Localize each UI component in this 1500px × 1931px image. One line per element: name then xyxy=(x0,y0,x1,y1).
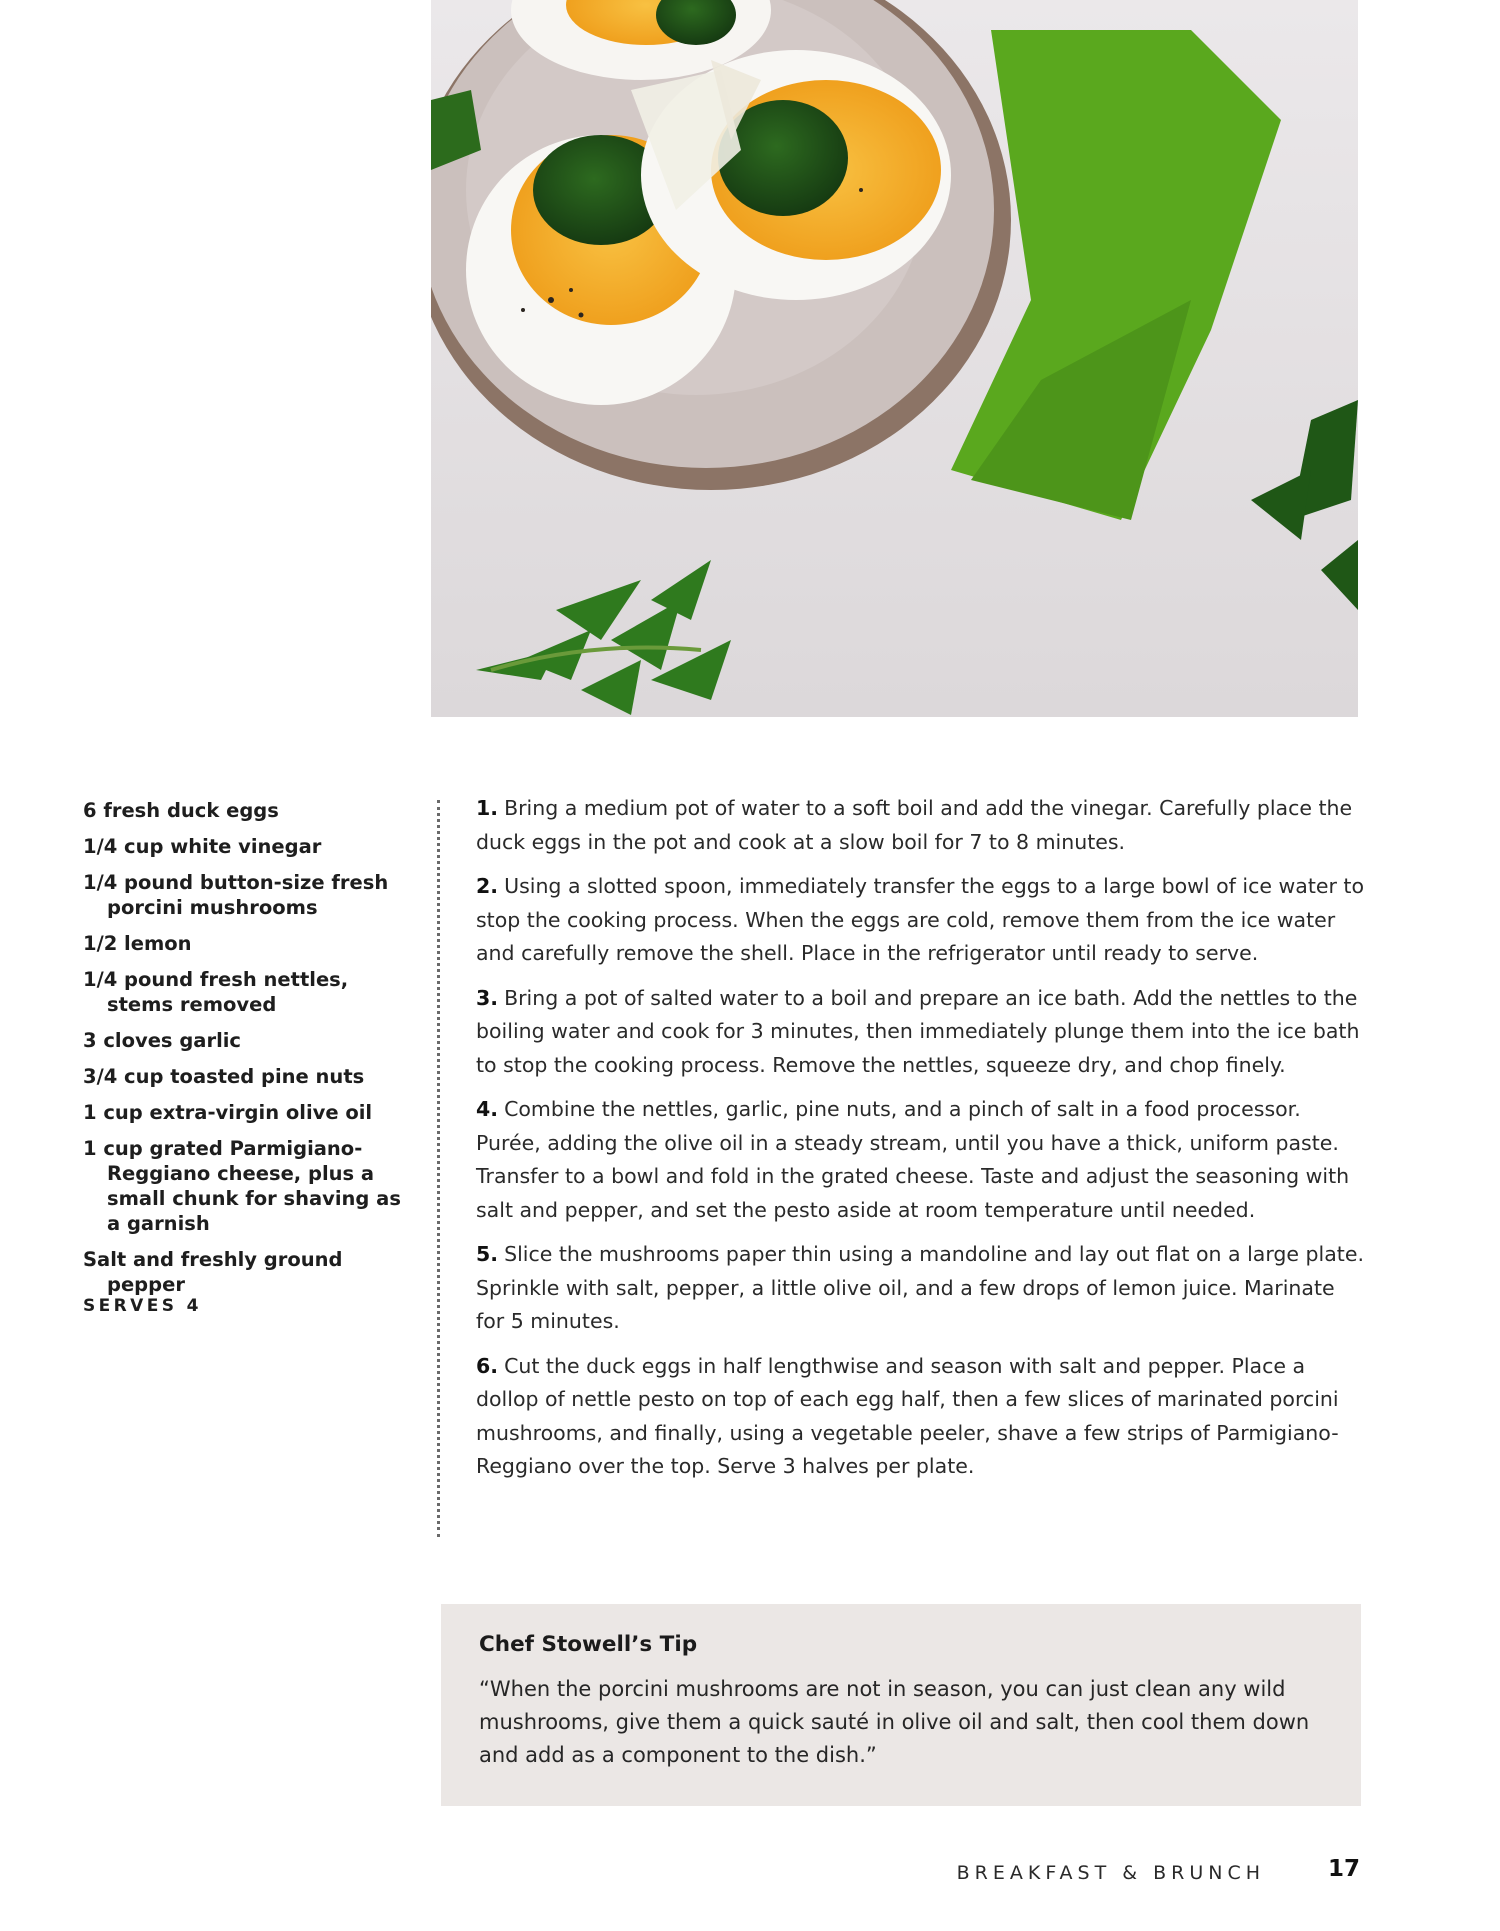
eggs-photo-illustration xyxy=(431,0,1358,717)
method-step xyxy=(476,982,1366,1083)
ingredient-item: 3/4 cup toasted pine nuts xyxy=(83,1065,365,1088)
dotted-divider xyxy=(437,800,440,1537)
chef-tip-box xyxy=(441,1604,1361,1806)
method-step xyxy=(476,1093,1366,1227)
chef-tip-text: “When the porcini mushrooms are not in season, you can just clean any wild mushrooms, give them a quick sauté in olive oil and salt, then cool them down and add as a component to the dish.” xyxy=(479,1677,1310,1767)
ingredient-item: 1 cup extra-virgin olive oil xyxy=(83,1101,373,1124)
step-number: 2. xyxy=(476,874,499,898)
step-text: Slice the mushrooms paper thin using a mandoline and lay out flat on a large plate. Sprinkle with salt, pepper, a little olive oil, and a few drops of lemon juice. Marinate for 5 minutes. xyxy=(476,1242,1364,1333)
step-text: Using a slotted spoon, immediately transfer the eggs to a large bowl of ice water to stop the cooking process. When the eggs are cold, remove them from the ice water and carefully remove the shell. Place in the refrigerator until ready to serve. xyxy=(476,874,1365,965)
step-text: Bring a pot of salted water to a boil and prepare an ice bath. Add the nettles to the boiling water and cook for 3 minutes, then immediately plunge them into the ice bath to stop the cooking process. Remove the nettles, squeeze dry, and chop finely. xyxy=(476,985,1360,1077)
ingredient-item: 1 cup grated Parmigiano-Reggiano cheese, plus a small chunk for shaving as a garnish xyxy=(83,1137,401,1235)
method-step xyxy=(476,792,1366,859)
chef-tip-title: Chef Stowell’s Tip xyxy=(479,1632,698,1657)
page-number: 17 xyxy=(1327,1856,1360,1882)
ingredient-item: Salt and freshly ground pepper xyxy=(83,1248,343,1296)
method-step xyxy=(476,1350,1366,1484)
step-number: 5. xyxy=(476,1242,499,1266)
method-step xyxy=(476,1238,1366,1339)
method-step xyxy=(476,870,1366,971)
step-number: 1. xyxy=(476,796,499,820)
step-number: 3. xyxy=(476,985,499,1010)
ingredient-item: 1/4 pound button-size fresh porcini mushrooms xyxy=(83,871,389,919)
ingredient-item: 6 fresh duck eggs xyxy=(83,799,279,822)
ingredient-item: 1/4 cup white vinegar xyxy=(83,835,322,858)
footer-section-name: BREAKFAST & BRUNCH xyxy=(956,1862,1265,1884)
step-number: 6. xyxy=(476,1353,499,1378)
ingredient-item: 3 cloves garlic xyxy=(83,1029,241,1052)
recipe-photo xyxy=(431,0,1358,717)
step-number: 4. xyxy=(476,1097,499,1121)
ingredient-item: 1/2 lemon xyxy=(83,932,192,955)
step-text: Bring a medium pot of water to a soft boil and add the vinegar. Carefully place the duck eggs in the pot and cook at a slow boil for 7 to 8 minutes. xyxy=(476,796,1353,854)
ingredient-item: 1/4 pound fresh nettles, stems removed xyxy=(83,968,349,1016)
serves-label: SERVES 4 xyxy=(83,1296,202,1316)
ingredient-list xyxy=(83,798,418,1308)
step-text: Cut the duck eggs in half lengthwise and season with salt and pepper. Place a dollop of nettle pesto on top of each egg half, then a few slices of marinated porcini mushrooms, and finally, using a vegetable peeler, shave a few strips of Parmigiano-Reggiano over the top. Serve 3 halves per plate. xyxy=(476,1353,1339,1478)
step-text: Combine the nettles, garlic, pine nuts, and a pinch of salt in a food processor. Purée, adding the olive oil in a steady stream, until you have a thick, uniform paste. Transfer to a bowl and fold in the grated cheese. Taste and adjust the seasoning with salt and pepper, and set the pesto aside at room temperature until needed. xyxy=(476,1097,1350,1222)
method-steps xyxy=(476,792,1366,1495)
